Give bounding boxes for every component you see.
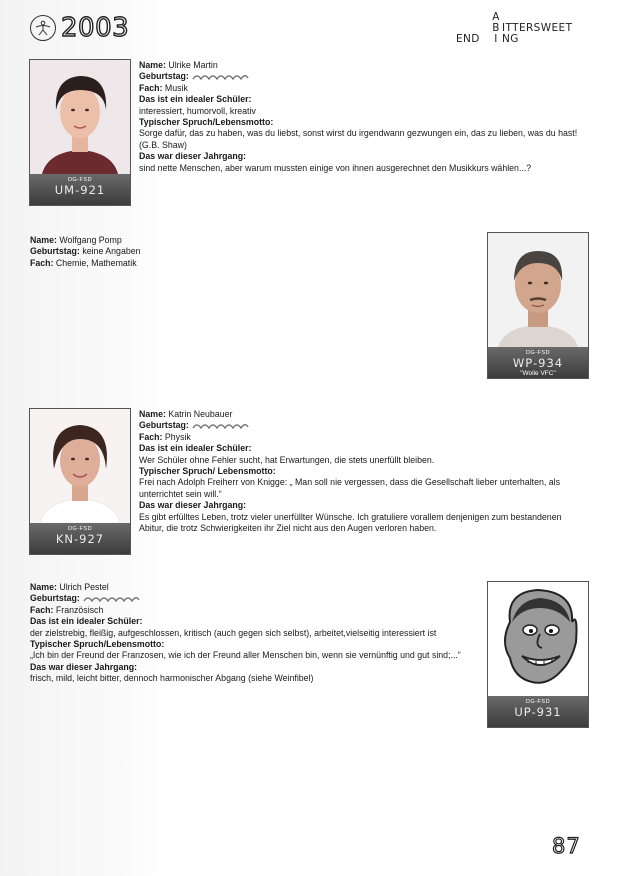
caricature-drawing (488, 582, 588, 696)
plate-code: UP-931 (514, 705, 562, 719)
motto-text: „Ich bin der Freund der Franzosen, wie ich der Freund aller Menschen bin, wenn sie vernünftig und gut sind;...“ (30, 650, 461, 661)
header-logo (30, 15, 129, 41)
field-label: Name: (30, 235, 57, 245)
field-label: Typischer Spruch/ Lebensmotto: (139, 466, 276, 477)
plate-code: KN-927 (55, 532, 105, 546)
teacher-photo-card (29, 408, 131, 555)
field-label: Name: (30, 582, 57, 592)
teacher-name: Ulrich Pestel (59, 582, 109, 592)
field-label: Das ist ein idealer Schüler: (30, 616, 143, 627)
teacher-birthday: keine Angaben (82, 246, 141, 257)
teacher-subject: Chemie, Mathematik (55, 257, 137, 268)
teacher-name: Katrin Neubauer (168, 409, 233, 419)
field-label: Das war dieser Jahrgang: (139, 500, 247, 511)
teacher-entry (30, 235, 330, 269)
field-label: Fach: (30, 257, 54, 268)
teacher-photo-card (487, 581, 589, 728)
motto-text: Frei nach Adolph Freiherr von Knigge: „ Man soll nie vergessen, dass die Gesellschaft lieber unterhalten, als unterrichtet sein will.“ (139, 477, 561, 499)
year-class-text: sind nette Menschen, aber warum mussten einige von ihnen ausgerechnet den Musikkurs wählen...? (139, 162, 532, 173)
field-label: Geburtstag: (30, 246, 80, 257)
field-label: Name: (139, 409, 166, 419)
brand-word: NG (502, 33, 519, 45)
motto-text: Sorge dafür, das zu haben, was du liebst, sonst wirst du irgendwann gezwungen ein, das zu lieben, was du hast! (G.B. Shaw) (139, 128, 578, 150)
teacher-photo-card (29, 59, 131, 206)
plate-code: WP-934 (512, 356, 564, 370)
portrait-photo (30, 60, 130, 174)
redacted-scribble (191, 422, 249, 430)
field-label: Das ist ein idealer Schüler: (139, 443, 252, 454)
teacher-subject: Französisch (55, 604, 104, 615)
emblem-icon (30, 15, 56, 41)
plate-label: DG-FSD (525, 350, 551, 356)
ideal-student-text: Wer Schüler ohne Fehler sucht, hat Erwartungen, die stets unerfüllt bleiben. (139, 454, 435, 465)
name-plate (488, 696, 588, 727)
ideal-student-text: der zielstrebig, fleißig, aufgeschlossen, kritisch (auch gegen sich selbst), arbeitet,vielseitig interessiert ist (30, 627, 437, 638)
teacher-entry (139, 60, 579, 174)
brand-letter: B (492, 22, 500, 34)
brand-title (456, 12, 572, 45)
field-label: Typischer Spruch/Lebensmotto: (139, 117, 274, 128)
name-plate (30, 174, 130, 205)
teacher-entry (30, 582, 470, 685)
teacher-name: Wolfgang Pomp (59, 235, 122, 245)
plate-label: DG-FSD (67, 177, 93, 183)
page-number: 87 (552, 834, 581, 858)
plate-label: DG-FSD (67, 526, 93, 532)
teacher-entry (139, 409, 587, 534)
field-label: Fach: (139, 82, 163, 93)
field-label: Fach: (139, 431, 163, 442)
teacher-subject: Physik (164, 431, 191, 442)
plate-nickname: "Wolle VFC" (520, 370, 556, 377)
year-class-text: frisch, mild, leicht bitter, dennoch harmonischer Abgang (siehe Weinfibel) (30, 673, 314, 684)
field-label: Das war dieser Jahrgang: (30, 661, 138, 672)
redacted-scribble (82, 595, 140, 603)
field-label: Geburtstag: (139, 71, 189, 82)
redacted-scribble (191, 73, 249, 81)
field-label: Geburtstag: (139, 420, 189, 431)
field-label: Das ist ein idealer Schüler: (139, 94, 252, 105)
field-label: Typischer Spruch/Lebensmotto: (30, 639, 165, 650)
portrait-photo (30, 409, 130, 523)
ideal-student-text: interessiert, humorvoll, kreativ (139, 105, 256, 116)
name-plate (30, 523, 130, 554)
brand-word: END (456, 33, 480, 45)
portrait-photo (488, 233, 588, 347)
field-label: Name: (139, 60, 166, 70)
year-class-text: Es gibt erfülltes Leben, trotz vieler unerfüllter Wünsche. Ich gratuliere vorallem denjenigen zum bestandenen Abitur, die trotz Schwierigkeiten ihr Ziel nicht aus den Augen verloren haben. (139, 511, 562, 534)
brand-letter: I (494, 33, 498, 45)
field-label: Fach: (30, 604, 54, 615)
plate-label: DG-FSD (525, 699, 551, 705)
brand-letter: A (492, 11, 500, 23)
teacher-name: Ulrike Martin (168, 60, 218, 70)
name-plate (488, 347, 588, 378)
brand-word: ITTERSWEET (502, 22, 573, 34)
yearbook-year: 2003 (61, 13, 130, 43)
teacher-photo-card (487, 232, 589, 379)
plate-code: UM-921 (54, 183, 106, 197)
field-label: Das war dieser Jahrgang: (139, 151, 247, 162)
field-label: Geburtstag: (30, 593, 80, 604)
teacher-subject: Musik (164, 82, 188, 93)
